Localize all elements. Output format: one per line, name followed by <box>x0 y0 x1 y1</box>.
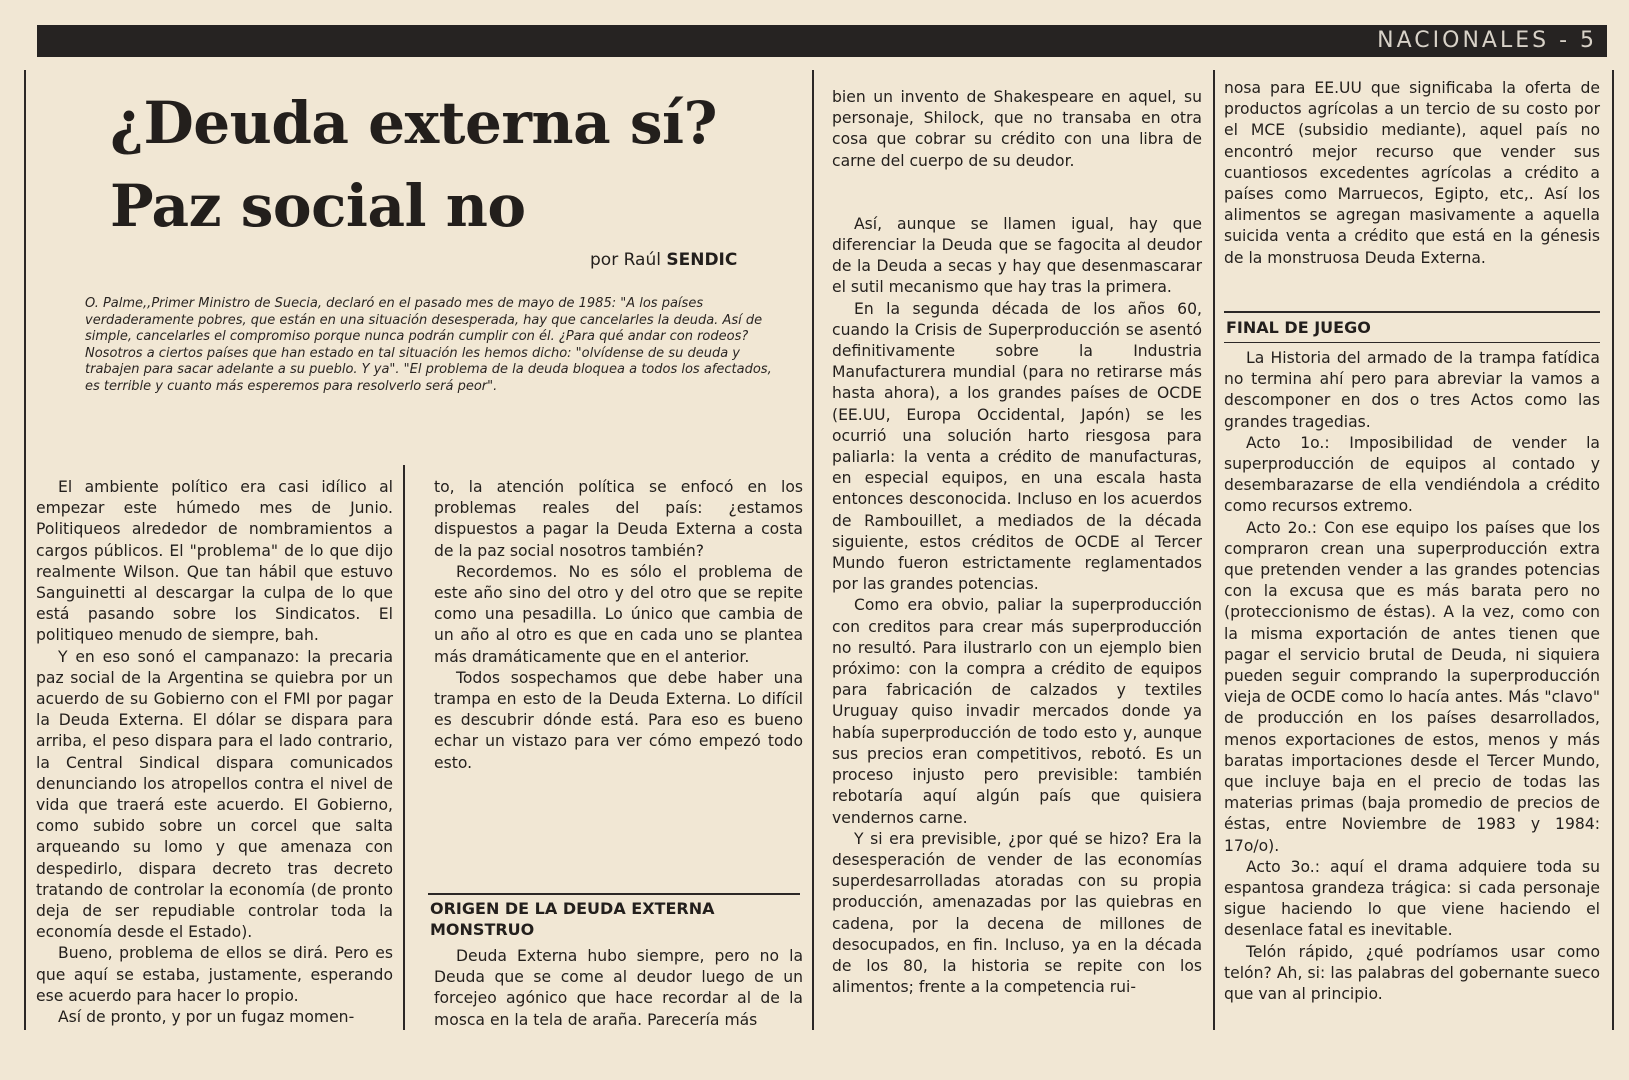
right-border-rule <box>1612 70 1614 1030</box>
subhead-rule-origen <box>428 893 800 895</box>
section-label: NACIONALES - 5 <box>1377 28 1597 53</box>
paragraph: Así, aunque se llamen igual, hay que diferenciar la Deuda que se fagocita al deudor de la Deuda a secas y hay que desenmascarar el sutil mecanismo que hay tras la primera. <box>832 214 1202 297</box>
column-rule-2 <box>812 70 814 1030</box>
column-2-top <box>434 477 803 774</box>
paragraph: En la segunda década de los años 60, cuando la Crisis de Superproducción se asentó definitivamente sobre la Industria Manufacturera mundial (para no retirarse más hasta ahora), a los grandes países de OCDE (EE.UU, Europa Occidental, Japón) se les ocurrió una solución harto riesgosa para paliarla: la venta a crédito de manufacturas, en especial equipos, en una escala hasta entonces desconocida. Incluso en los acuerdos de Rambouillet, a mediados de la década siguiente, estos créditos de OCDE al Tercer Mundo fueron estrictamente reglamentados por las grandes potencias. <box>832 299 1202 594</box>
paragraph: Telón rápido, ¿qué podríamos usar como telón? Ah, si: las palabras del gobernante sueco que van al principio. <box>1224 942 1600 1004</box>
article-title <box>110 82 810 248</box>
paragraph: Recordemos. No es sólo el problema de este año sino del otro y del otro que se repite como una pesadilla. Lo único que cambia de un año al otro es que en cada uno se plantea más dramáticamente que en el anterior. <box>434 562 803 666</box>
column-rule-3 <box>1213 70 1215 1030</box>
column-3 <box>832 87 1202 998</box>
byline-prefix: por Raúl <box>590 250 661 270</box>
paragraph: bien un invento de Shakespeare en aquel, su personaje, Shilock, que no transaba en otra cosa que cobrar su crédito con una libra de carne del cuerpo de su deudor. <box>832 88 1202 170</box>
paragraph: Así de pronto, y por un fugaz momen- <box>58 1008 355 1027</box>
column-4-top <box>1224 78 1600 269</box>
paragraph: Acto 1o.: Imposibilidad de vender la superproducción de equipos al contado y desembarazarse de ella vendiéndola a crédito como recursos extremo. <box>1224 433 1600 516</box>
subhead-origen: ORIGEN DE LA DEUDA EXTERNA MONSTRUO <box>430 899 715 939</box>
paragraph: Y si era previsible, ¿por qué se hizo? Era la desesperación de vender de las economías superdesarrolladas atoradas con su propia producción, amenazadas por las quiebras en cadena, por la decena de millones de desocupados, en fin. Incluso, ya en la década de los 80, la historia se repite con los alimentos; frente a la competencia rui- <box>832 829 1202 997</box>
paragraph: La Historia del armado de la trampa fatídica no termina ahí pero para abreviar la vamos a descomponer en dos o tres Actos como las grandes tragedias. <box>1224 349 1600 431</box>
left-border-rule <box>24 70 26 1030</box>
column-2-bottom <box>434 946 803 1031</box>
byline-author: SENDIC <box>666 250 738 270</box>
paragraph: Deuda Externa hubo siempre, pero no la Deuda que se come al deudor luego de un forcejeo agónico que hace recordar al de la mosca en la tela de araña. Parecería más <box>434 947 803 1029</box>
article-title-line1: ¿Deuda externa sí? <box>110 89 718 157</box>
subhead-rule-final-bottom <box>1224 342 1600 343</box>
paragraph: Todos sospechamos que debe haber una trampa en esto de la Deuda Externa. Lo difícil es descubrir dónde está. Para eso es bueno echar un vistazo para ver cómo empezó todo esto. <box>434 668 803 772</box>
paragraph: to, la atención política se enfocó en los problemas reales del país: ¿estamos dispuestos a pagar la Deuda Externa a costa de la paz social nosotros también? <box>434 478 803 560</box>
column-4-bottom <box>1224 348 1600 1005</box>
section-header-bar <box>37 25 1607 57</box>
byline <box>590 250 737 270</box>
paragraph: Como era obvio, paliar la superproducción con creditos para crear más superproducción no resultó. Para ilustrarlo con un ejemplo bien próximo: con la compra a crédito de equipos para fabricación de calzados y textiles Uruguay quiso invadir mercados donde ya había superproducción de todo esto y, aunque sus precios eran competitivos, rebotó. Es un proceso injusto pero previsible: también rebotaría aquí algún país que quisiera vendernos carne. <box>832 596 1202 827</box>
subhead-rule-final <box>1224 311 1600 313</box>
column-rule-1 <box>403 465 405 1030</box>
paragraph: Bueno, problema de ellos se dirá. Pero es que aquí se estaba, justamente, esperando ese acuerdo para hacer lo propio. <box>36 944 393 1005</box>
subhead-final: FINAL DE JUEGO <box>1226 318 1371 337</box>
paragraph: Acto 2o.: Con ese equipo los países que los compraron crean una superproducción extra que pretenden vender a las grandes potencias con la excusa que es más barata pero no (proteccionismo de éstas). A la vez, como con la misma exportación de antes tienen que pagar el servicio brutal de Deuda, ni siquiera pueden seguir comprando la superproducción vieja de OCDE como lo hacía antes. Más "clavo" de producción en los países desarrollados, menos exportaciones de estos, menos y más baratas importaciones desde el Tercer Mundo, que incluye baja en el precio de todas las materias primas (baja promedio de precios de éstas, entre Noviembre de 1983 y 1984: 17o/o). <box>1224 518 1600 855</box>
lead-quote <box>85 296 785 395</box>
paragraph: El ambiente político era casi idílico al empezar este húmedo mes de Junio. Politiqueos alrededor de nombramientos a cargos públicos. El "problema" de lo que dijo realmente Wilson. Que tan hábil que estuvo Sanguinetti al descargar la culpa de lo que está pasando sobre los Sindicatos. El politiqueo menudo de siempre, bah. <box>36 478 393 645</box>
lead-text: O. Palme,,Primer Ministro de Suecia, declaró en el pasado mes de mayo de 1985: "A los países verdaderamente pobres, que están en una situación desesperada, hay que cancelarles la deuda. Así de simple, cancelarles el compromiso porque nunca podrán cumplir con él. ¿Para qué andar con rodeos? Nosotros a ciertos países que han estado en tal situación les hemos dicho: "olvídense de su deuda y trabajen para sacar adelante a su pueblo. Y ya". "El problema de la deuda bloquea a todos los afectados, es terrible y cuanto más esperemos para resolverlo será peor". <box>85 296 772 394</box>
paragraph: nosa para EE.UU que significaba la oferta de productos agrícolas a un tercio de su costo por el MCE (subsidio mediante), aquel país no encontró mejor recurso que vender sus cuantiosos excedentes agrícolas a crédito a países como Marruecos, Egipto, etc,. Así los alimentos se agregan masivamente a aquella suicida venta a crédito que está en la génesis de la monstruosa Deuda Externa. <box>1224 79 1600 267</box>
article-title-line2: Paz social no <box>110 172 526 240</box>
column-1 <box>36 477 393 1028</box>
paragraph: Y en eso sonó el campanazo: la precaria paz social de la Argentina se quiebra por un acuerdo de su Gobierno con el FMI por pagar la Deuda Externa. El dólar se dispara para arriba, el peso dispara para el lado contrario, la Central Sindical dispara comunicados denunciando los atropellos contra el nivel de vida que traerá este acuerdo. El Gobierno, como subido sobre un corcel que salta arqueando su lomo y que amenaza con despedirlo, dispara decreto tras decreto tratando de controlar la economía (de pronto deja de ser repudiable controlar toda la economía desde el Estado). <box>36 647 393 942</box>
paragraph: Acto 3o.: aquí el drama adquiere toda su espantosa grandeza trágica: si cada personaje sigue haciendo lo que viene haciendo el desenlace fatal es inevitable. <box>1224 857 1600 940</box>
